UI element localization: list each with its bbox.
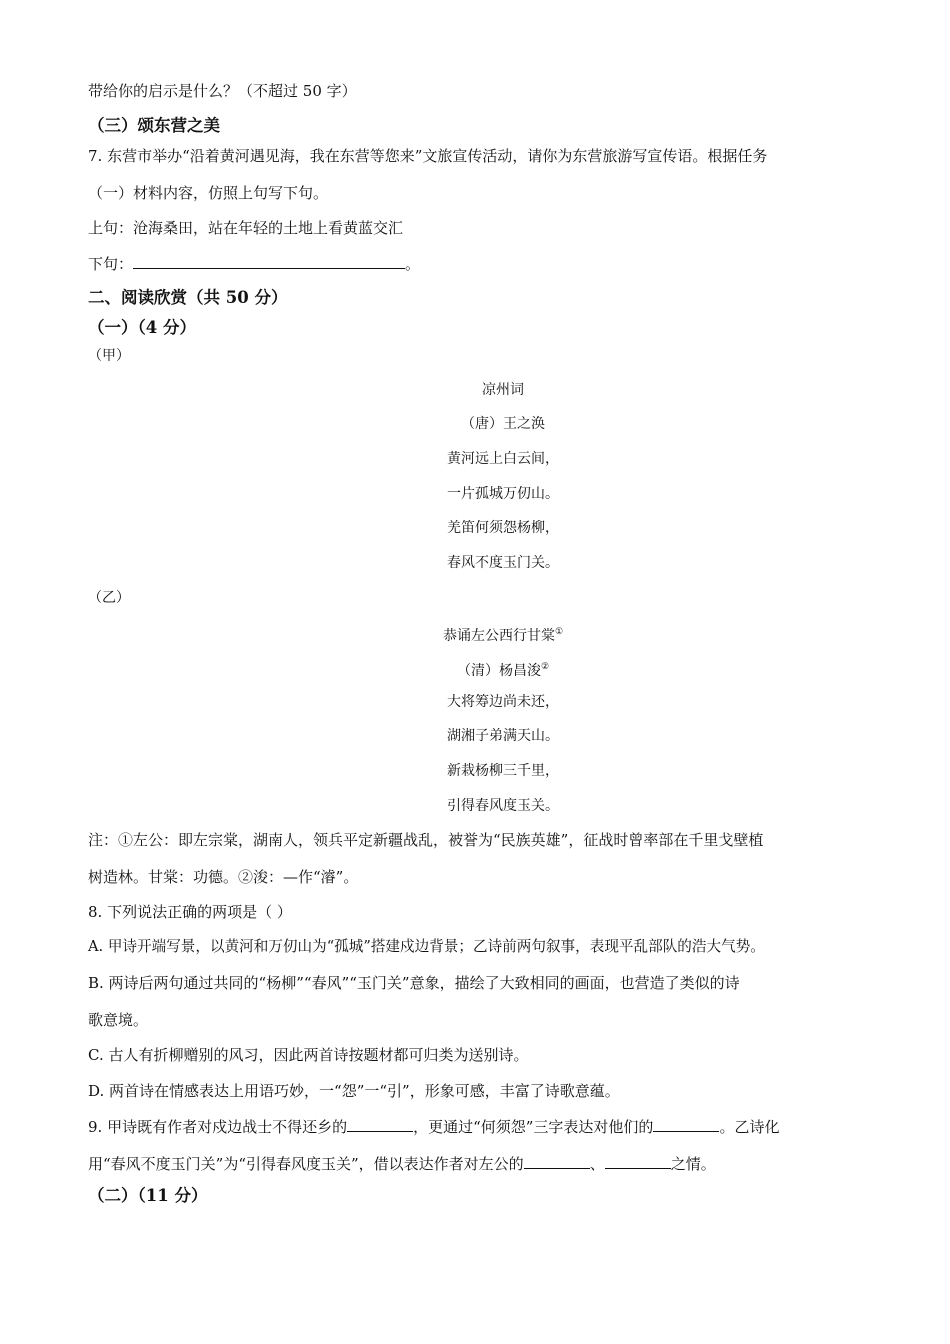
question-9-line-2: [88, 1153, 890, 1174]
q9-text-a: 9. 甲诗既有作者对戍边战士不得还乡的: [88, 1118, 348, 1136]
subsection-1-heading: （一）（4 分）: [88, 318, 196, 337]
poem-b-title-text: 恭诵左公西行甘棠: [442, 628, 555, 644]
answer-blank[interactable]: [524, 1153, 590, 1169]
poem-b-line-3: 新栽杨柳三千里，: [447, 763, 559, 779]
answer-blank[interactable]: [653, 1116, 719, 1132]
poem-a-title: 凉州词: [482, 382, 524, 398]
q9-text-d: 用“春风不度玉门关”为“引得春风度玉关”，借以表达作者对左公的: [88, 1155, 524, 1173]
question-8-option-a: A. 甲诗开端写景，以黄河和万仞山为“孤城”搭建戍边背景；乙诗前两句叙事，表现平乱部队的浩大气势。: [88, 938, 765, 955]
question-8-option-c: C. 古人有折柳赠别的风习，因此两首诗按题材都可归类为送别诗。: [88, 1046, 529, 1064]
annotation-line-2: 树造林。甘棠：功德。②浚：—作“濬”。: [88, 868, 359, 886]
question-7-lower-line: [88, 253, 890, 274]
question-8-stem: 8. 下列说法正确的两项是（ ）: [88, 903, 292, 921]
footnote-marker-2: ②: [540, 662, 550, 672]
part-2-heading: 二、阅读欣赏（共 50 分）: [88, 288, 288, 307]
poem-a-label: （甲）: [88, 348, 130, 364]
poem-b-author-text: （清）杨昌浚: [456, 663, 541, 679]
answer-blank[interactable]: [347, 1116, 413, 1132]
question-7-text: 7. 东营市举办“沿着黄河遇见海，我在东营等您来”文旅宣传活动，请你为东营旅游写宣传语。根据任务: [88, 147, 768, 165]
q9-text-e: 、: [589, 1155, 605, 1173]
annotation-line-1: 注：①左公：即左宗棠，湖南人，领兵平定新疆战乱，被誉为“民族英雄”，征战时曾率部在千里戈壁植: [88, 831, 764, 849]
question-8-option-b-cont: 歌意境。: [88, 1011, 149, 1029]
poem-a-line-4: 春风不度玉门关。: [447, 555, 559, 571]
question-7-text-cont: （一）材料内容，仿照上句写下句。: [88, 184, 329, 202]
question-8-option-b: B. 两诗后两句通过共同的“杨柳”“春风”“玉门关”意象，描绘了大致相同的画面，也营造了类似的诗: [88, 974, 740, 992]
poem-b-line-1: 大将筹边尚未还，: [447, 694, 559, 710]
lower-line-end: 。: [405, 255, 421, 273]
question-continuation: 带给你的启示是什么？（不超过 50 字）: [88, 82, 357, 100]
subsection-2-heading: （二）（11 分）: [88, 1186, 208, 1205]
poem-b-line-2: 湖湘子弟满天山。: [447, 728, 559, 744]
answer-blank[interactable]: [133, 253, 405, 269]
q9-text-f: 之情。: [670, 1155, 716, 1173]
poem-a-line-1: 黄河远上白云间，: [447, 451, 559, 467]
poem-b-label: （乙）: [88, 590, 130, 606]
poem-b-line-4: 引得春风度玉关。: [447, 798, 559, 814]
question-8-option-d: D. 两首诗在情感表达上用语巧妙，一“怨”一“引”，形象可感，丰富了诗歌意蕴。: [88, 1082, 620, 1100]
poem-b-author: [0, 657, 950, 681]
poem-a-line-2: 一片孤城万仞山。: [447, 486, 559, 502]
section-heading-3: （三）颂东营之美: [88, 116, 220, 135]
question-7-upper-line: 上句：沧海桑田，站在年轻的土地上看黄蓝交汇: [88, 219, 404, 237]
q9-text-c: 。乙诗化: [719, 1118, 780, 1136]
lower-line-label: 下句：: [88, 255, 134, 273]
poem-a-author: （唐）王之涣: [461, 416, 545, 432]
poem-a-line-3: 羌笛何须怨杨柳，: [447, 520, 559, 536]
q9-text-b: ，更通过“何须怨”三字表达对他们的: [413, 1118, 654, 1136]
poem-b-title: [0, 622, 950, 646]
question-9-line-1: [88, 1116, 890, 1137]
footnote-marker-1: ①: [554, 627, 564, 637]
answer-blank[interactable]: [605, 1153, 671, 1169]
